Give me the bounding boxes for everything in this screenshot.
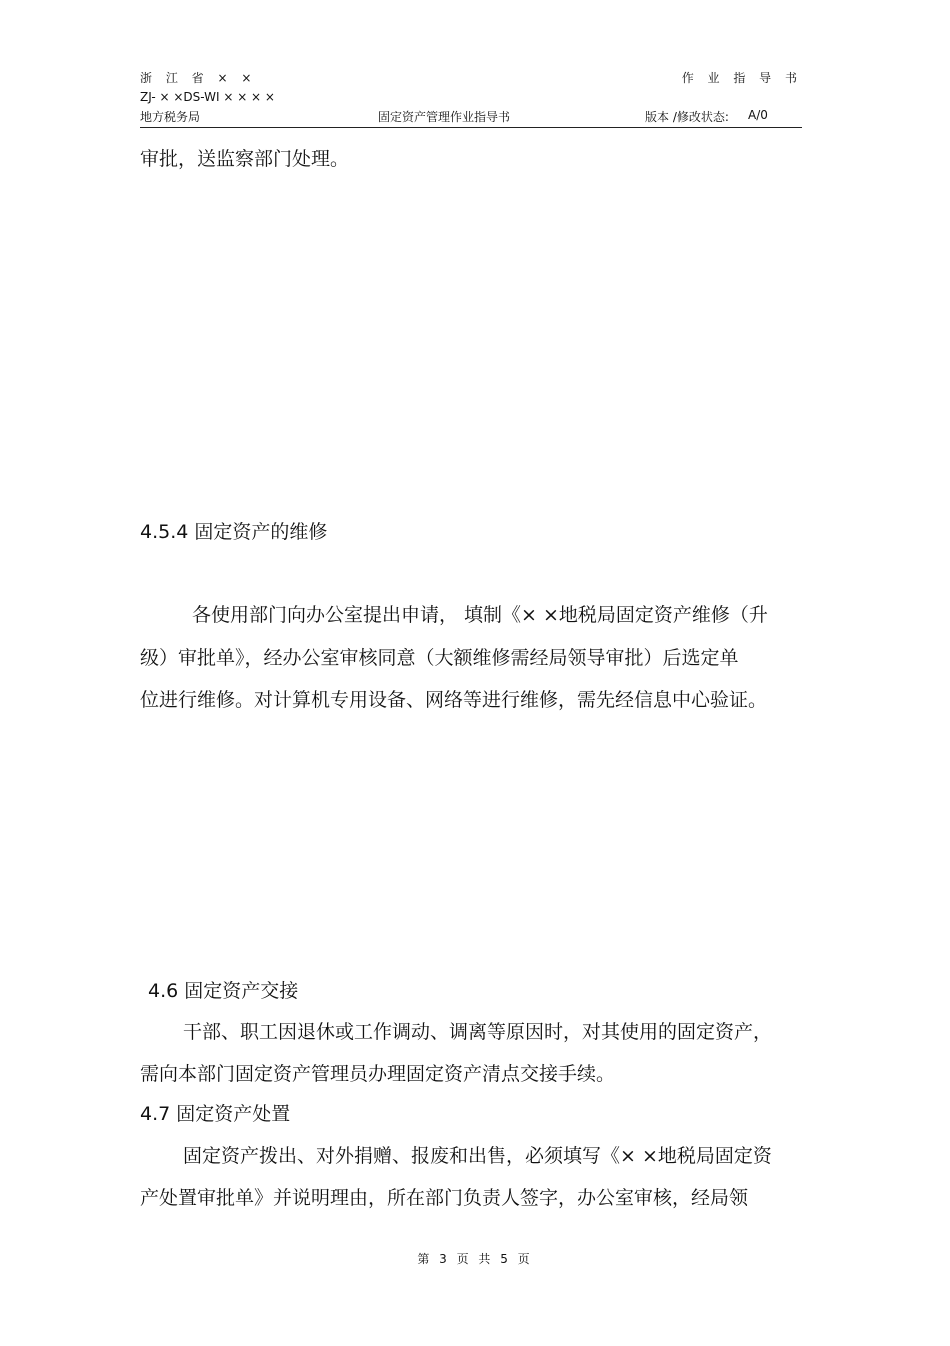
header-version-value: A/0 bbox=[748, 108, 768, 122]
page-number: 第 3 页 共 5 页 bbox=[417, 1252, 533, 1266]
paragraph-line: 位进行维修。对计算机专用设备、网络等进行维修，需先经信息中心验证。 bbox=[140, 689, 768, 711]
header-doc-type: 作 业 指 导 书 bbox=[681, 71, 802, 85]
header-province: 浙 江 省 × × bbox=[140, 71, 257, 85]
paragraph-line: 固定资产拨出、对外捐赠、报废和出售，必须填写《× ×地税局固定资 bbox=[183, 1145, 772, 1167]
header-doc-title: 固定资产管理作业指导书 bbox=[378, 110, 511, 124]
paragraph-line: 干部、职工因退休或工作调动、调离等原因时，对其使用的固定资产， bbox=[183, 1021, 773, 1043]
paragraph-line: 各使用部门向办公室提出申请， 填制《× ×地税局固定资产维修（升 bbox=[192, 604, 768, 626]
header-bureau: 地方税务局 bbox=[140, 110, 201, 124]
paragraph-line: 级）审批单》，经办公室审核同意（大额维修需经局领导审批）后选定单 bbox=[140, 647, 739, 669]
header-version-label: 版本 /修改状态: bbox=[645, 110, 729, 124]
section-4-7-heading: 4.7 固定资产处置 bbox=[140, 1103, 291, 1125]
continuation-text: 审批，送监察部门处理。 bbox=[140, 148, 350, 170]
section-4-5-4-heading: 4.5.4 固定资产的维修 bbox=[140, 521, 328, 543]
header-rule bbox=[140, 127, 802, 128]
paragraph-line: 产处置审批单》并说明理由，所在部门负责人签字，办公室审核，经局领 bbox=[140, 1187, 749, 1209]
paragraph-line: 需向本部门固定资产管理员办理固定资产清点交接手续。 bbox=[140, 1063, 616, 1085]
header-doc-code: ZJ- × ×DS-WI × × × × bbox=[140, 90, 275, 104]
section-4-6-heading: 4.6 固定资产交接 bbox=[148, 980, 299, 1002]
